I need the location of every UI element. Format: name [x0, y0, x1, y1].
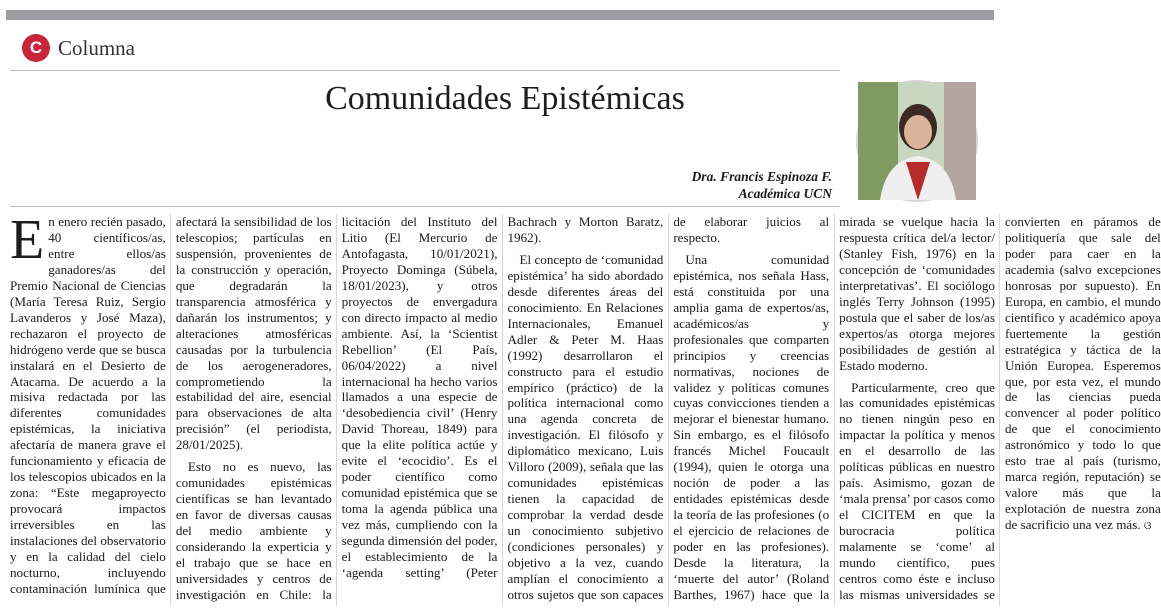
top-banner: [0, 0, 1000, 24]
article-headline: Comunidades Epistémicas: [325, 80, 685, 117]
author-byline: [692, 168, 832, 202]
top-banner-band: [6, 10, 994, 20]
section-badge: C: [22, 34, 50, 62]
author-portrait: [856, 80, 978, 202]
byline-divider: [10, 206, 840, 207]
paragraph-3: El concepto de ‘comunidad epistémica’ ha sido abordado desde diferentes áreas del conocimiento. En Relaciones Internacionales, Emanuel Adler & Peter M. Haas (1992) desarrollaron el constructo para el estudio empírico (práctico) de la política internacional como una agenda concreta de investigación. El filósofo y diplomático mexicano, Luis Villoro (2009), señala que las comunidades epistémicas tienen la capacidad de comprobar la verdad desde un conocimiento subjetivo (condiciones personales) y objetivo a la vez, cuando amplían el conocimiento a otros sujetos que son capaces de elaborar juicios al respecto.: [507, 214, 830, 602]
section-header: [22, 34, 135, 62]
header-divider: [10, 70, 840, 71]
author-name: Dra. Francis Espinoza F.: [691, 169, 832, 184]
paragraph-4: Una comunidad epistémica, nos señala Hass, está constituida por una amplia gama de expertos/as, académicos/as y profesionales que comparten principios y creencias normativas, nociones de validez y políticas comunes cuyas convicciones tienden a mejorar el bienestar humano. Sin embargo, es el filósofo francés Michel Foucault (1994), quien le otorga una noción de poder a las entidades epistémicas desde la teoría de las profesiones (o el ejercicio de relaciones de poder en las profesiones). Desde la literatura, la ‘muerte del autor’ (Roland Barthes, 1967) hace que la mirada se vuelque hacia la respuesta crítica del/a lector/ (Stanley Fish, 1976) en la concepción de ‘comunidades interpretativas’. El sociólogo inglés Terry Johnson (1995) postula que el saber de los/as expertos/as otorga mejores posibilidades de gestión al Estado moderno.: [673, 214, 995, 602]
drop-cap: E: [10, 209, 45, 271]
end-mark-icon: ଓ: [1143, 519, 1152, 533]
paragraph-1-text: n enero recién pasado, 40 científicos/as, entre ellos/as ganadores/as del Premio Nacional de Ciencias (María Teresa Ruiz, Sergio Lavanderos y José Maza), rechazaron el proyecto de hidrógeno verde que se busca instalará en el Desierto de Atacama. De acuerdo a la misiva redactada por las diferentes comunidades epistémicas, la iniciativa afectaría de manera grave el funcionamiento y eficacia de los telescopios ubicados en la zona: “Este megaproyecto provocará impactos irreversibles en las instalaciones del observatorio y en la calidad del cielo nocturno, incluyendo contaminación lumínica que afectará la sensibilidad de los telescopios; partículas en suspensión, provenientes de la construcción y operación, que degradarán la transparencia atmosférica y dañarán los instrumentos; y alteraciones atmosféricas causadas por la turbulencia de los aerogeneradores, comprometiendo la estabilidad del aire, esencial para observaciones de alta precisión” (el periodista, 28/01/2025).: [10, 214, 332, 596]
author-photo-icon: [858, 82, 976, 200]
section-label: Columna: [58, 35, 135, 60]
paragraph-2: Esto no es nuevo, las comunidades epistémicas científicas se han levantado en favor de diversas causas del medio ambiente y considerando la experticia y el trabajo que se hace en universidades y centros de investigación en Chile: la licitación del Instituto del Litio (El Mercurio de Antofagasta, 10/01/2021), Proyecto Dominga (Súbela, 18/01/2023), y otros proyectos de envergadura con directo impacto al medio ambiente. Así, la ‘Scientist Rebellion’ (El País, 06/04/2022) a nivel internacional ha hecho varios llamados a una especie de ‘desobediencia civil’ (Henry David Thoreau, 1849) para que la elite política actúe y evite el ‘ecocidio’. Es el poder científico como comunidad epistémica que se toma la agenda pública una vez más, cumpliendo con la segunda dimensión del poder, el establecimiento de la ‘agenda setting’ (Peter Bachrach y Morton Baratz, 1962).: [175, 214, 664, 602]
author-role: Académica UCN: [738, 186, 832, 201]
paragraph-5-text: Particularmente, creo que las comunidades epistémicas no tienen ningún peso en impactar la política y menos en el desarrollo de las políticas públicas en nuestro país. Asimismo, gozan de ‘mala prensa’ por casos como el CICITEM en que la burocracia política malamente se ‘come’ al mundo científico, pues centros como éste e incluso las mismas universidades se convierten en páramos de politiquería que sale del poder para caer en la academia (salvo excepciones honrosas por supuesto). En Europa, en cambio, el mundo científico y académico apoya fuertemente la gestión estratégica y táctica de la Unión Europea. Esperemos que, por esta vez, el mundo de las ciencias pueda convencer al poder político de que el conocimiento astronómico y todo lo que esto trae al país (turismo, marca región, reputación) se valore más que la explotación de nuestra zona de sacrificio una vez más.: [839, 214, 1161, 602]
article-body: [10, 209, 1161, 606]
